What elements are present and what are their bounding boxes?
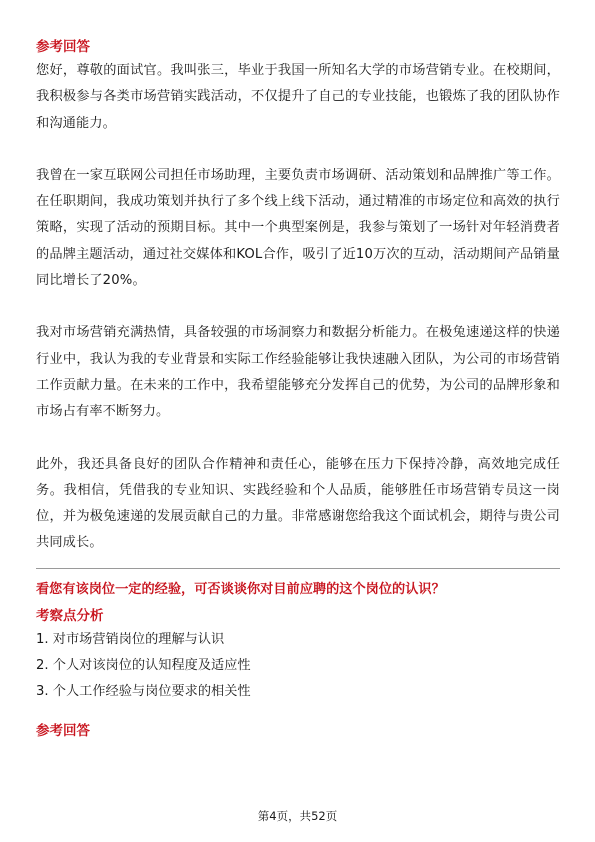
analysis-item-3: 3. 个人工作经验与岗位要求的相关性	[36, 684, 251, 700]
question-text: 看您有该岗位一定的经验，可否谈谈你对目前应聘的这个岗位的认识？	[36, 581, 445, 597]
analysis-item-2: 2. 个人对该岗位的认知程度及适应性	[36, 658, 251, 674]
answer-heading-2: 参考回答	[36, 722, 90, 739]
page-number-footer: 第4页，共52页	[257, 809, 338, 823]
analysis-heading: 考察点分析	[36, 607, 104, 624]
analysis-item-1: 1. 对市场营销岗位的理解与认识	[36, 631, 225, 647]
answer-paragraph-3: 我对市场营销充满热情，具备较强的市场洞察力和数据分析能力。在极兔速递这样的快递行业中，我认为我的专业背景和实际工作经验能够让我快速融入团队，为公司的市场营销工作贡献力量。在未来的工作中，我希望能够充分发挥自己的优势，为公司的品牌形象和市场占有率不断努力。	[36, 325, 560, 420]
section-divider	[36, 568, 560, 569]
answer-paragraph-1: 您好，尊敬的面试官。我叫张三，毕业于我国一所知名大学的市场营销专业。在校期间，我积极参与各类市场营销实践活动，不仅提升了自己的专业技能，也锻炼了我的团队协作和沟通能力。	[36, 63, 560, 131]
answer-paragraph-4: 此外，我还具备良好的团队合作精神和责任心，能够在压力下保持冷静，高效地完成任务。我相信，凭借我的专业知识、实践经验和个人品质，能够胜任市场营销专员这一岗位，并为极兔速递的发展贡献自己的力量。非常感谢您给我这个面试机会，期待与贵公司共同成长。	[36, 456, 560, 551]
answer-heading: 参考回答	[36, 39, 90, 55]
paragraph-gap	[36, 137, 560, 163]
answer-paragraph-2: 我曾在一家互联网公司担任市场助理，主要负责市场调研、活动策划和品牌推广等工作。在任职期间，我成功策划并执行了多个线上线下活动，通过精准的市场定位和高效的执行策略，实现了活动的预期目标。其中一个典型案例是，我参与策划了一场针对年轻消费者的品牌主题活动，通过社交媒体和KOL合作，吸引了近10万次的互动，活动期间产品销量同比增长了20%。	[36, 167, 560, 289]
page-content	[36, 36, 560, 742]
paragraph-gap	[36, 426, 560, 452]
paragraph-gap	[36, 294, 560, 320]
